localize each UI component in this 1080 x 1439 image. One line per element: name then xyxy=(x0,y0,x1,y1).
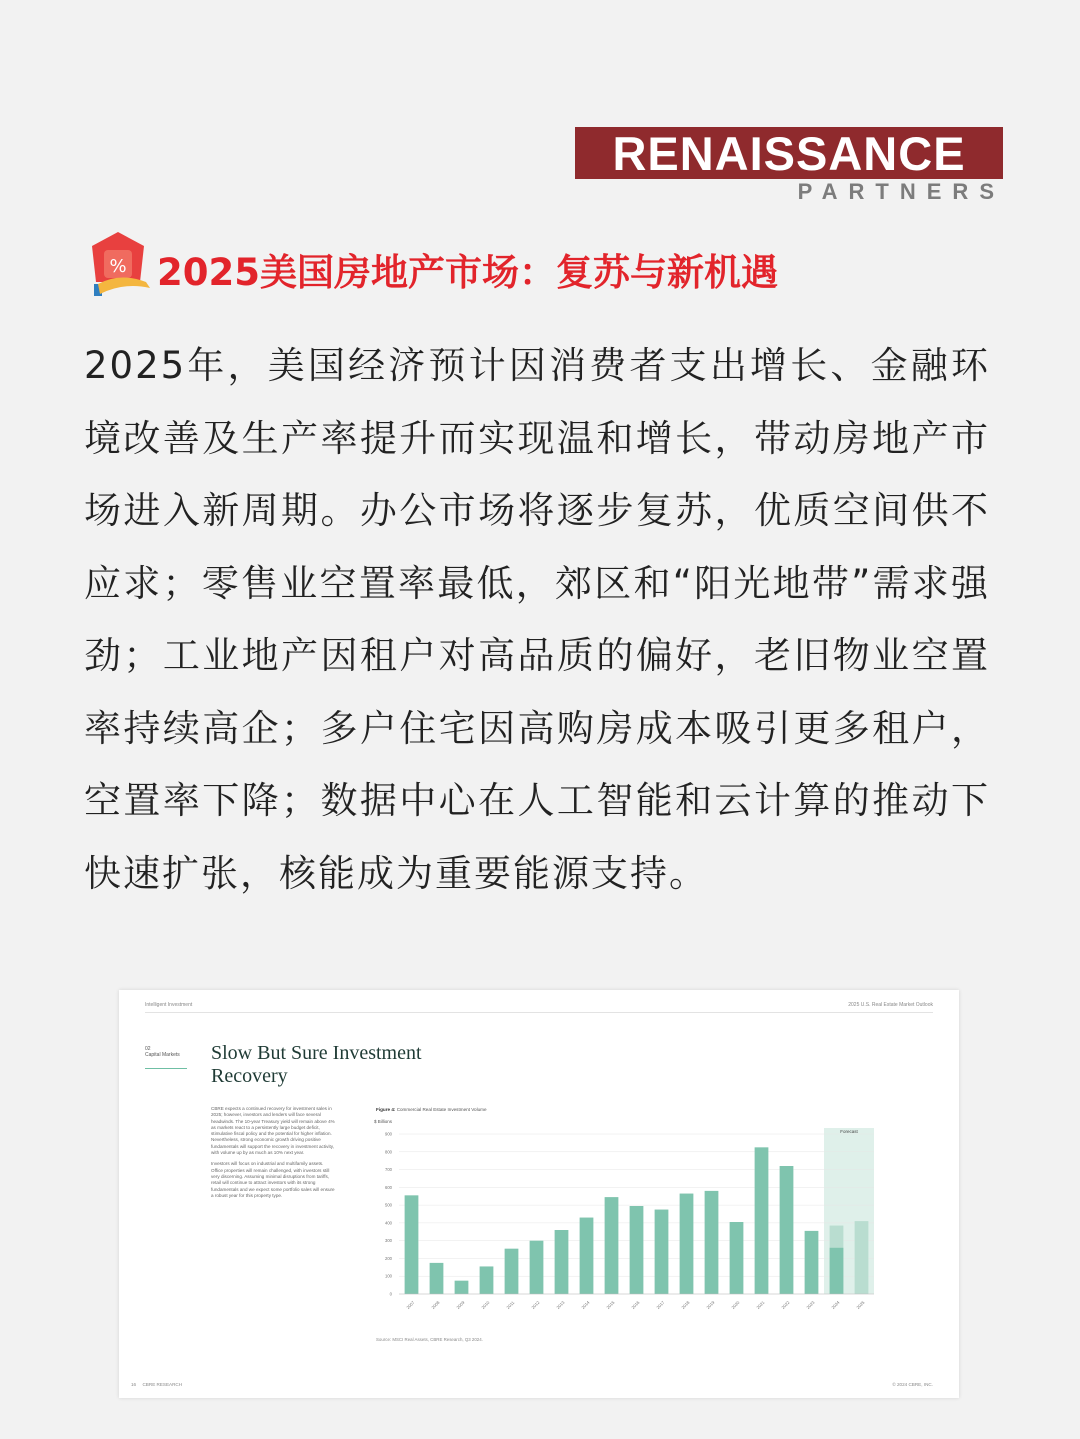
x-tick-label: 2014 xyxy=(580,1299,591,1311)
figure-label: Figure 4: xyxy=(376,1107,396,1112)
bar-2018 xyxy=(680,1194,694,1294)
bar-2011 xyxy=(505,1249,519,1294)
y-tick-label: 400 xyxy=(385,1220,392,1226)
report-page-image xyxy=(119,990,959,1398)
x-tick-label: 2009 xyxy=(455,1299,466,1311)
x-tick-label: 2008 xyxy=(430,1299,441,1311)
report-title: Slow But Sure Investment Recovery xyxy=(211,1042,422,1087)
x-tick-label: 2016 xyxy=(630,1299,641,1311)
report-header-left: Intelligent Investment xyxy=(145,1002,193,1008)
article-title: 2025美国房地产市场：复苏与新机遇 xyxy=(157,251,778,294)
bar-2022 xyxy=(780,1166,794,1294)
report-footer-left: 16 CBRE RESEARCH xyxy=(131,1382,183,1387)
logo-main-text: RENAISSANCE xyxy=(575,127,1003,179)
x-tick-label: 2019 xyxy=(705,1299,716,1311)
x-tick-label: 2018 xyxy=(680,1299,691,1311)
y-tick-label: 100 xyxy=(385,1273,392,1279)
bar-2014 xyxy=(580,1218,594,1294)
x-tick-label: 2017 xyxy=(655,1299,666,1311)
report-footer-right: © 2024 CBRE, INC. xyxy=(892,1382,933,1387)
report-header-right: 2025 U.S. Real Estate Market Outlook xyxy=(848,1002,933,1008)
bar-2019 xyxy=(705,1191,719,1294)
x-tick-label: 2025 xyxy=(855,1299,866,1311)
figure-source: Source: MSCI Real Assets, CBRE Research, Q3 2024. xyxy=(376,1337,483,1342)
y-tick-label: 900 xyxy=(385,1131,392,1137)
report-body-para-2: Investors will focus on industrial and multifamily assets. Office properties will remain challenged, with investors still very discerning. Assuming minimal disruptions from tariffs, retail will continue to attract investors with its strong fundamentals and we expect some portfolio sales will ensure a robust year for this property type. xyxy=(211,1161,335,1198)
y-axis-label: $ Billions xyxy=(374,1119,393,1124)
figure-caption xyxy=(376,1107,487,1112)
article-title-row xyxy=(84,232,1004,298)
svg-text:%: % xyxy=(109,256,127,277)
x-tick-label: 2021 xyxy=(755,1299,766,1311)
bar-2016 xyxy=(630,1206,644,1294)
x-tick-label: 2015 xyxy=(605,1299,616,1311)
y-tick-label: 800 xyxy=(385,1149,392,1155)
y-tick-label: 0 xyxy=(389,1291,392,1297)
bar-2009 xyxy=(455,1281,469,1294)
forecast-label: Forecast xyxy=(840,1129,858,1134)
figure-title: Commercial Real Estate Investment Volume xyxy=(396,1107,487,1112)
bar-2015 xyxy=(605,1197,619,1294)
y-tick-label: 200 xyxy=(385,1255,392,1261)
x-tick-label: 2023 xyxy=(805,1299,816,1311)
x-tick-label: 2024 xyxy=(830,1299,841,1311)
logo-sub-text: PARTNERS xyxy=(797,179,1005,204)
y-tick-label: 500 xyxy=(385,1202,392,1208)
bar-2008 xyxy=(430,1263,444,1294)
brand-logo xyxy=(575,127,1005,207)
x-tick-label: 2022 xyxy=(780,1299,791,1311)
bar-2010 xyxy=(480,1266,494,1294)
x-tick-label: 2007 xyxy=(405,1299,416,1311)
y-tick-label: 700 xyxy=(385,1167,392,1173)
article-paragraph: 2025年，美国经济预计因消费者支出增长、金融环境改善及生产率提升而实现温和增长，带动房地产市场进入新周期。办公市场将逐步复苏，优质空间供不应求；零售业空置率最低，郊区和“阳光地带”需求强劲；工业地产因租户对高品质的偏好，老旧物业空置率持续高企；多户住宅因高购房成本吸引更多租户，空置率下降；数据中心在人工智能和云计算的推动下快速扩张，核能成为重要能源支持。 xyxy=(84,344,990,895)
house-percent-icon xyxy=(84,232,152,298)
report-body-text xyxy=(211,1106,335,1204)
y-tick-label: 600 xyxy=(385,1184,392,1190)
bar-partial-2024 xyxy=(830,1248,844,1294)
investment-volume-chart xyxy=(369,1118,889,1333)
report-section-label: 02 Capital Markets xyxy=(145,1046,180,1058)
x-tick-label: 2012 xyxy=(530,1299,541,1311)
bar-2020 xyxy=(730,1222,744,1294)
bar-2021 xyxy=(755,1147,769,1294)
bar-2007 xyxy=(405,1195,419,1294)
report-section-divider xyxy=(145,1068,187,1069)
bar-2017 xyxy=(655,1210,669,1294)
x-tick-label: 2010 xyxy=(480,1299,491,1311)
x-tick-label: 2013 xyxy=(555,1299,566,1311)
x-tick-label: 2011 xyxy=(505,1299,516,1310)
report-body-para-1: CBRE expects a continued recovery for investment sales in 2025; however, investors and lenders will face several headwinds. The 10-year Treasury yield will remain above 4% as markets react to a persistently large budget deficit, stimulative fiscal policy and the potential for higher inflation. Nevertheless, strong economic growth driving positive fundamentals will support the recovery in investment activity, with volume up by as much as 10% next year. xyxy=(211,1106,335,1156)
bar-2013 xyxy=(555,1230,569,1294)
report-header-divider xyxy=(145,1012,933,1013)
x-tick-label: 2020 xyxy=(730,1299,741,1311)
bar-2012 xyxy=(530,1241,544,1294)
y-tick-label: 300 xyxy=(385,1238,392,1244)
bar-2025 xyxy=(855,1221,869,1294)
bar-2023 xyxy=(805,1231,819,1294)
